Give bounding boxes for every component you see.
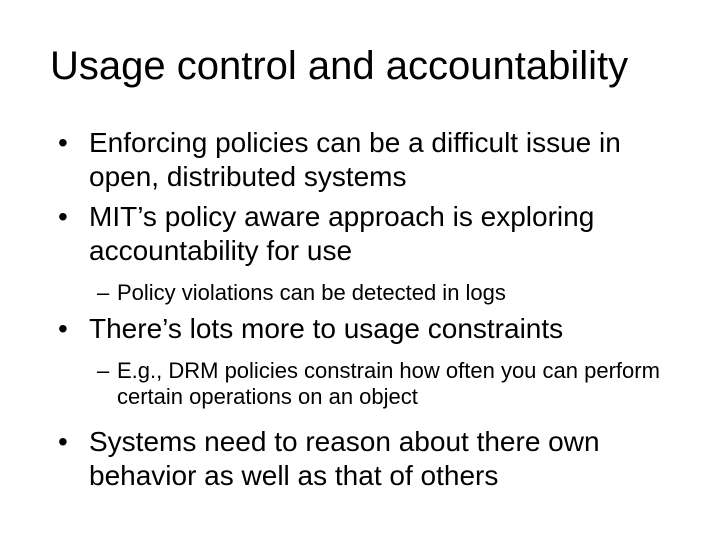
bullet-text: MIT’s policy aware approach is exploring accountability for use [89,201,595,266]
bullet-icon: • [58,313,68,344]
slide-title: Usage control and accountability [50,44,629,88]
bullet-icon: • [58,127,68,158]
bullet-text: There’s lots more to usage constraints [89,313,564,344]
bullet-item [58,126,698,194]
bullet-icon: • [58,201,68,232]
bullet-item [58,425,698,493]
sub-bullet-text: E.g., DRM policies constrain how often you can perform certain operations on an object [117,358,660,409]
bullet-text: Enforcing policies can be a difficult issue in open, distributed systems [89,127,621,192]
dash-icon: – [97,358,110,383]
bullet-text: Systems need to reason about there own behavior as well as that of others [89,426,600,491]
bullet-item [58,312,698,346]
sub-bullet-item [97,358,697,410]
dash-icon: – [97,280,110,305]
bullet-icon: • [58,426,68,457]
bullet-item [58,200,698,268]
sub-bullet-text: Policy violations can be detected in logs [117,280,506,305]
sub-bullet-item [97,280,697,306]
